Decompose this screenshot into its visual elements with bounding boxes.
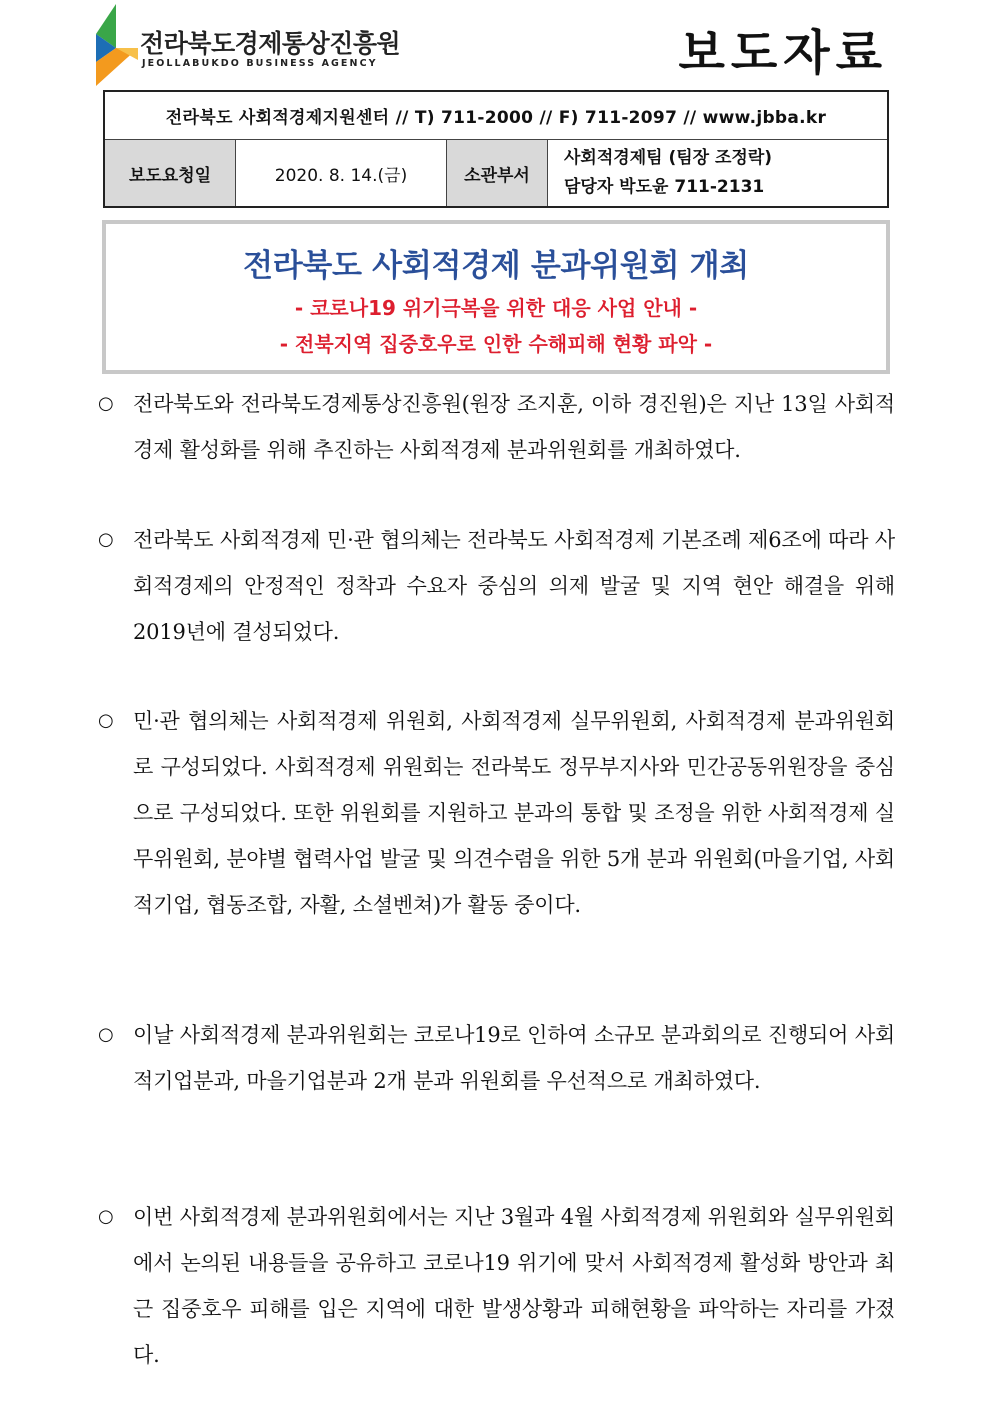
body-paragraph-1: 전라북도와 전라북도경제통상진흥원(원장 조지훈, 이하 경진원)은 지난 13일 사회적경제 활성화를 위해 추진하는 사회적경제 분과위원회를 개최하였다. (133, 392, 895, 462)
body-paragraph-2: 전라북도 사회적경제 민·관 협의체는 전라북도 사회적경제 기본조례 제6조에 따라 사회적경제의 안정적인 정착과 수요자 중심의 의제 발굴 및 지역 현안 해결을 위해 2019년에 결성되었다. (133, 528, 895, 644)
headline-subtitle-2: - 전북지역 집중호우로 인한 수해피해 현황 파악 - (279, 332, 713, 356)
request-date-label: 보도요청일 (104, 140, 236, 208)
headline-box (102, 220, 890, 374)
department-contact: 담당자 박도윤 711-2131 (564, 177, 765, 197)
request-date-value: 2020. 8. 14.(금) (236, 140, 447, 208)
paragraph-bullet: ○ (98, 710, 114, 731)
headline-title: 전라북도 사회적경제 분과위원회 개최 (243, 248, 749, 284)
contact-line: 전라북도 사회적경제지원센터 // T) 711-2000 // F) 711-2097 // www.jbba.kr (104, 91, 888, 140)
org-logo (94, 4, 401, 88)
org-emblem-icon (94, 4, 138, 88)
paragraph-bullet: ○ (98, 393, 114, 414)
release-info-table (103, 90, 889, 208)
department-value (548, 140, 889, 208)
department-label: 소관부서 (447, 140, 548, 208)
paragraph-bullet: ○ (98, 1206, 114, 1227)
body-paragraph-3: 민·관 협의체는 사회적경제 위원회, 사회적경제 실무위원회, 사회적경제 분과위원회로 구성되었다. 사회적경제 위원회는 전라북도 정무부지사와 민간공동위원장을 중심으로 구성되었다. 또한 위원회를 지원하고 분과의 통합 및 조정을 위한 사회적경제 실무위원회, 분야별 협력사업 발굴 및 의견수렴을 위한 5개 분과 위원회(마을기업, 사회적기업, 협동조합, 자활, 소셜벤쳐)가 활동 중이다. (133, 709, 895, 917)
org-name-korean: 전라북도경제통상진흥원 (140, 29, 401, 58)
department-team: 사회적경제팀 (팀장 조정락) (564, 148, 773, 168)
body-paragraph-4: 이날 사회적경제 분과위원회는 코로나19로 인하여 소규모 분과회의로 진행되어 사회적기업분과, 마을기업분과 2개 분과 위원회를 우선적으로 개최하였다. (133, 1023, 895, 1093)
body-paragraph-5: 이번 사회적경제 분과위원회에서는 지난 3월과 4월 사회적경제 위원회와 실무위원회에서 논의된 내용들을 공유하고 코로나19 위기에 맞서 사회적경제 활성화 방안과 최근 집중호우 피해를 입은 지역에 대한 발생상황과 피해현황을 파악하는 자리를 가졌다. (133, 1205, 895, 1367)
paragraph-bullet: ○ (98, 1024, 114, 1045)
headline-subtitle-1: - 코로나19 위기극복을 위한 대응 사업 안내 - (294, 296, 698, 320)
document-type-title: 보도자료 (678, 25, 888, 81)
paragraph-bullet: ○ (98, 529, 114, 550)
org-name-english: JEOLLABUKDO BUSINESS AGENCY (142, 58, 378, 69)
